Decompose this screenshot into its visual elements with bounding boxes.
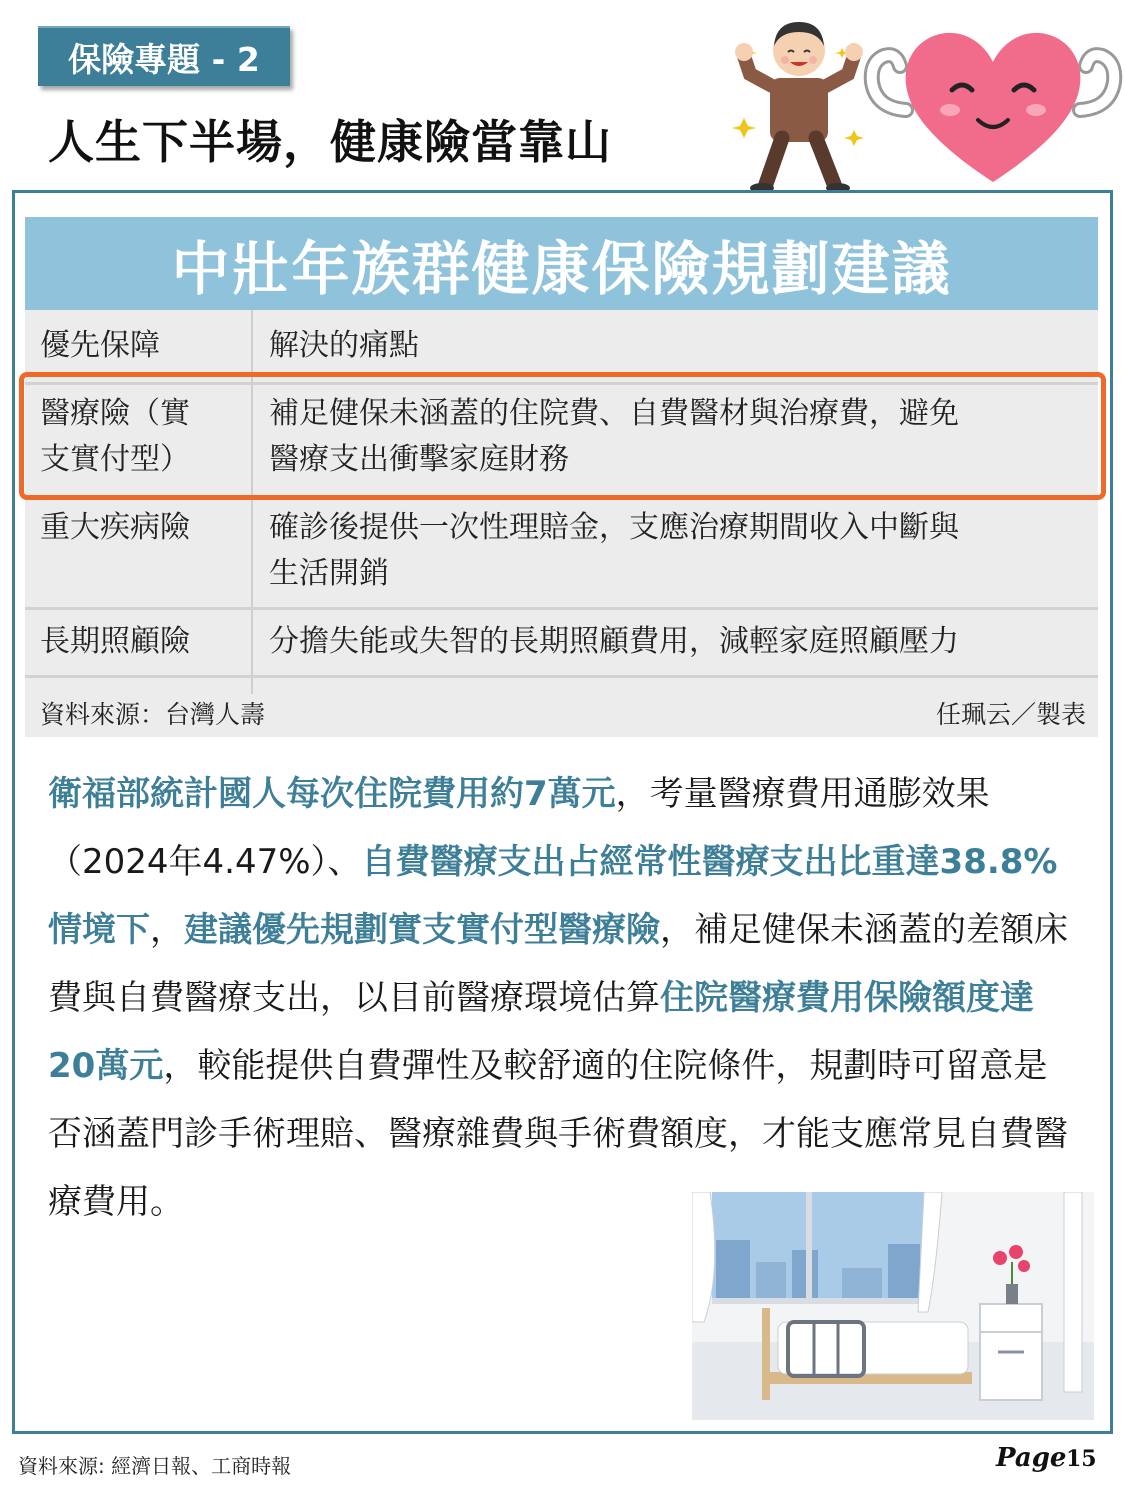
table-source: 資料來源：台灣人壽 (40, 700, 266, 729)
body-text-segment: ， (150, 910, 184, 950)
man-flexing-illustration (730, 8, 870, 194)
page-label: Page (996, 1443, 1067, 1473)
row-col1: 醫療險（實 支實付型） (40, 396, 190, 477)
header-col1: 優先保障 (40, 328, 160, 363)
table-title: 中壯年族群健康保險規劃建議 (25, 217, 1098, 310)
column-divider (251, 310, 253, 694)
body-paragraph (48, 760, 1078, 1236)
emphasis-text: 自費醫療支出占經常性醫療支出比重達38.8%情境下 (48, 842, 1058, 950)
section-tag: 保險專題 - 2 (38, 26, 290, 86)
emphasis-text: 建議優先規劃實支實付型醫療險 (184, 910, 660, 950)
row-col2: 確診後提供一次性理賠金，支應治療期間收入中斷與 生活開銷 (269, 510, 959, 591)
footer-source: 資料來源: 經濟日報、工商時報 (18, 1454, 292, 1478)
highlight-box (19, 372, 1106, 500)
hospital-room-illustration (692, 1192, 1094, 1420)
row-divider (25, 607, 1098, 610)
heart-flexing-illustration (862, 12, 1124, 188)
row-divider (25, 675, 1098, 678)
body-text-segment: ，補足健保未涵蓋的差額床費與自費醫療支出，以目前醫療環境估算 (48, 910, 1068, 1018)
body-text-segment: ，較能提供自費彈性及較舒適的住院條件，規劃時可留意是否涵蓋門診手術理賠、醫療雜費與手術費額度，才能支應常見自費醫療費用。 (48, 1046, 1068, 1222)
row-col2: 補足健保未涵蓋的住院費、自費醫材與治療費，避免 醫療支出衝擊家庭財務 (269, 396, 959, 477)
emphasis-text: 住院醫療費用保險額度達20萬元 (48, 978, 1034, 1086)
row-col2: 分擔失能或失智的長期照顧費用，減輕家庭照顧壓力 (269, 624, 959, 659)
row-col1: 重大疾病險 (40, 510, 190, 545)
page-headline: 人生下半場，健康險當靠山 (48, 115, 612, 169)
table-author: 任珮云／製表 (935, 700, 1086, 729)
page-number: 15 (1066, 1446, 1097, 1472)
emphasis-text: 衛福部統計國人每次住院費用約7萬元 (48, 774, 616, 814)
body-text-segment: ，考量醫療費用通膨效果（2024年4.47%）、 (48, 774, 990, 882)
row-col1: 長期照顧險 (40, 624, 190, 659)
header-col2: 解決的痛點 (269, 328, 419, 363)
